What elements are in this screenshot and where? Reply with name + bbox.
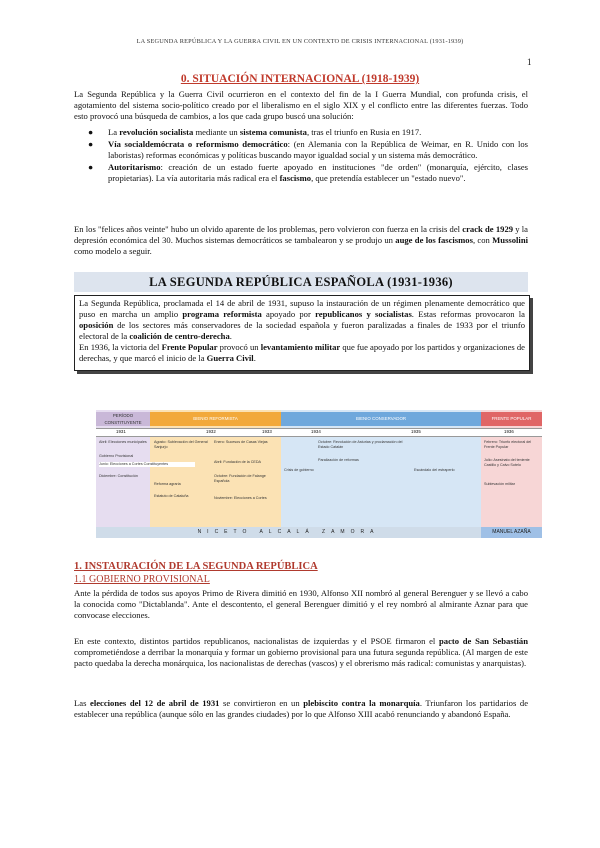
section0-intro: La Segunda República y la Guerra Civil ocurrieron en el contexto del fin de la I Guerra Mundial, con profunda crisis, el agotamiento del sistema socio-político creado por el liberalismo en el siglo XIX y el conflicto entre las diferentes fuerzas. Todo esto provocó una búsqueda de cambios, a los que cada grupo buscó una solución: <box>74 89 528 121</box>
section1-paragraph-3: Las elecciones del 12 de abril de 1931 se convirtieron en un plebiscito contra la monarquía. Triunfaron los partidarios de establecer una república (aunque sólo en las grandes ciudades) por lo que Alfonso XIII acabó renunciando y abandonó España. <box>74 698 529 719</box>
bullet-icon: ● <box>88 162 94 172</box>
running-head: LA SEGUNDA REPÚBLICA Y LA GUERRA CIVIL EN UN CONTEXTO DE CRISIS INTERNACIONAL (1931-1939) <box>136 38 464 45</box>
period-header: BIENIO CONSERVADOR <box>281 412 481 426</box>
president-azana: MANUEL AZAÑA <box>481 527 542 538</box>
timeline-note: Reforma agraria <box>154 482 181 486</box>
timeline-note: Octubre: Revolución de Asturias y proclamación del Estado Catalán <box>318 440 403 449</box>
timeline-note: Julio: Asesinato del teniente Castillo y Calvo Sotelo <box>484 458 530 467</box>
timeline-note: Enero: Sucesos de Casas Viejas <box>214 440 268 444</box>
bullet-icon: ● <box>88 127 94 137</box>
year-label: 1932 <box>206 429 216 434</box>
year-label: 1931 <box>116 429 126 434</box>
bullet-item <box>74 139 528 161</box>
section1-subtitle: 1.1 GOBIERNO PROVISIONAL <box>74 574 210 585</box>
section1-paragraph-2: En este contexto, distintos partidos republicanos, nacionalistas de izquierdas y el PSOE firmaron el pacto de San Sebastián comprometiéndose a derribar la monarquía y formar un gobierno provisional para una futura segunda república. (Al margen de este pacto quedaba la derecha monárquica, los nacionalistas de derechas (vascos) y el obrerismo más radical: comunistas y anarquistas). <box>74 636 528 668</box>
timeline-note: Octubre: Fundación de Falange Española <box>214 474 266 483</box>
timeline-note: Noviembre: Elecciones a Cortes <box>214 496 267 500</box>
timeline-note: Gobierno Provisional <box>99 454 134 458</box>
bullet-text: Autoritarismo: creación de un estado fuerte apoyado en instituciones "de orden" (monarquía, ejército, clases propietarias). La vía autoritaria más radical era el fascismo, que pretendía establecer un "estado nuevo". <box>108 162 528 183</box>
section1-paragraph-1: Ante la pérdida de todos sus apoyos Primo de Rivera dimitió en 1930, Alfonso XII nombró al general Berenguer y se llevó a cabo la conocida como "Dictablanda". Ante el descontento, el general Berenguer dimitió y el rey nombró al almirante Aznar para que convocase elecciones. <box>74 588 528 620</box>
bullet-text: Vía socialdemócrata o reformismo democrático: (en Alemania con la República de Weimar, en R. Unido con los laboristas) reformas económicas y políticas buscando mayor igualdad social y un sistema más democrático. <box>108 139 528 160</box>
summary-paragraph-1: La Segunda República, proclamada el 14 de abril de 1931, supuso la instauración de un régimen plenamente democrático que puso en marcha un amplio programa reformista apoyado por republicanos y socialistas. Estas reformas provocaron la oposición de los sectores más conservadores de la sociedad española y fueron paralizadas a finales de 1933 por el triunfo electoral de la coalición de centro-derecha. <box>79 298 525 341</box>
timeline-note: Paralización de reformas <box>318 458 359 462</box>
section1-title: 1. INSTAURACIÓN DE LA SEGUNDA REPÚBLICA <box>74 561 318 572</box>
bullet-item <box>74 162 528 184</box>
timeline-note: Escándalo del estraperlo <box>414 468 455 472</box>
period-header: BIENIO REFORMISTA <box>150 412 281 426</box>
timeline-note: Crisis de gobierno <box>284 468 314 472</box>
period-header: PERÍODO CONSTITUYENTE <box>96 412 150 426</box>
page-number: 1 <box>527 57 532 67</box>
section0-closing: En los "felices años veinte" hubo un olvido aparente de los problemas, pero volvieron con fuerza en la crisis del crack de 1929 y la depresión económica del 30. Muchos sistemas democráticos se tambalearon y se produjo un auge de los fascismos, con Mussolini como modelo a seguir. <box>74 224 529 256</box>
period-header: FRENTE POPULAR <box>481 412 542 426</box>
timeline-note: Estatuto de Cataluña <box>154 494 189 498</box>
section0-title: 0. SITUACIÓN INTERNACIONAL (1918-1939) <box>180 73 420 85</box>
timeline-note: Junio: Elecciones a Cortes Constituyentes <box>99 462 195 467</box>
timeline-note: Sublevación militar <box>484 482 515 486</box>
timeline-note: Diciembre: Constitución <box>99 474 138 478</box>
timeline-note: Abril: Fundación de la CEDA <box>214 460 261 464</box>
year-label: 1936 <box>504 429 514 434</box>
republic-timeline <box>96 410 542 538</box>
timeline-note: Abril: Elecciones municipales <box>99 440 147 444</box>
section0-bullets <box>74 127 528 185</box>
bullet-text: La revolución socialista mediante un sistema comunista, tras el triunfo en Rusia en 1917. <box>108 127 422 137</box>
timeline-note: Febrero: Triunfo electoral del Frente Popular <box>484 440 532 449</box>
president-alcala-zamora: NICETO ALCALÁ ZAMORA <box>96 527 481 538</box>
republic-title: LA SEGUNDA REPÚBLICA ESPAÑOLA (1931-1936) <box>74 272 528 292</box>
year-label: 1935 <box>411 429 421 434</box>
year-label: 1934 <box>311 429 321 434</box>
bullet-icon: ● <box>88 139 94 149</box>
summary-box <box>74 295 530 371</box>
timeline-note: Agosto: Sublevación del General Sanjurjo <box>154 440 208 449</box>
summary-paragraph-2: En 1936, la victoria del Frente Popular provocó un levantamiento militar que fue apoyado por los partidos y organizaciones de derechas, y que marcó el inicio de la Guerra Civil. <box>79 342 525 363</box>
bullet-item <box>74 127 528 138</box>
year-label: 1933 <box>262 429 272 434</box>
